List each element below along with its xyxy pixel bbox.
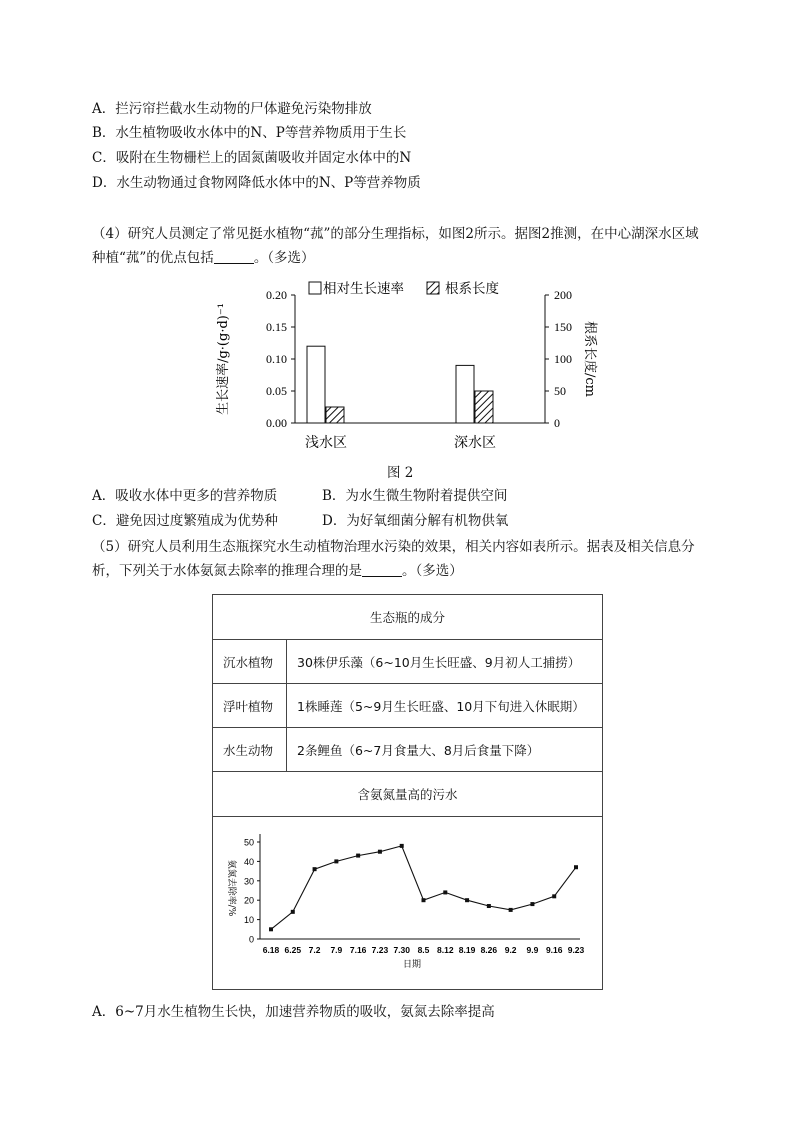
removal-rate-line bbox=[271, 846, 576, 929]
x-tick-label: 6.18 bbox=[262, 945, 280, 955]
x-tick-label: 6.25 bbox=[284, 945, 302, 955]
data-point bbox=[378, 850, 382, 854]
data-point bbox=[400, 844, 404, 848]
right-tick-label: 100 bbox=[554, 352, 572, 366]
data-point bbox=[465, 898, 469, 902]
x-tick-label: 9.16 bbox=[545, 945, 563, 955]
left-axis-label: 生长速率/g·(g·d)⁻¹ bbox=[216, 303, 231, 415]
table-row bbox=[213, 640, 603, 684]
data-point bbox=[422, 898, 426, 902]
y-tick-label: 30 bbox=[243, 876, 254, 887]
data-point bbox=[530, 902, 534, 906]
legend-swatch-root-length bbox=[427, 282, 439, 294]
y-axis-label: 氨氮去除率/% bbox=[226, 859, 236, 917]
x-tick-label: 9.2 bbox=[504, 945, 517, 955]
data-point bbox=[443, 890, 447, 894]
table-content-cell: 30株伊乐藻（6~10月生长旺盛、9月初人工捕捞） bbox=[287, 640, 603, 684]
x-tick-label: 8.26 bbox=[480, 945, 498, 955]
bar-root-length bbox=[326, 407, 344, 423]
answer-blank[interactable] bbox=[362, 562, 402, 577]
table-category-cell: 浮叶植物 bbox=[213, 684, 287, 728]
x-tick-label: 8.5 bbox=[417, 945, 430, 955]
x-tick-label: 7.9 bbox=[330, 945, 343, 955]
y-tick-label: 20 bbox=[243, 895, 254, 906]
y-tick-label: 10 bbox=[243, 915, 254, 926]
option-q5-a: A．6~7月水生植物生长快，加速营养物质的吸收，氨氮去除率提高 bbox=[92, 1004, 495, 1020]
data-point bbox=[487, 904, 491, 908]
answer-blank[interactable] bbox=[214, 249, 254, 264]
right-tick-label: 150 bbox=[554, 320, 572, 334]
option-q3-d: D．水生动物通过食物网降低水体中的N、P等营养物质 bbox=[92, 175, 421, 191]
table-title: 生态瓶的成分 bbox=[213, 595, 603, 640]
right-axis-label: 根系长度/cm bbox=[582, 321, 597, 397]
table-content-cell: 1株睡莲（5~9月生长旺盛、10月下旬进入休眠期） bbox=[287, 684, 603, 728]
x-tick-label: 8.12 bbox=[437, 945, 454, 955]
y-tick-label: 40 bbox=[243, 856, 254, 867]
option-q4-c: C．避免因过度繁殖成为优势种 bbox=[92, 513, 278, 529]
question-5-suffix: 。（多选） bbox=[402, 563, 463, 579]
table-category-cell: 水生动物 bbox=[213, 728, 287, 772]
data-point bbox=[269, 927, 273, 931]
option-q4-d: D．为好氧细菌分解有机物供氧 bbox=[322, 513, 509, 529]
data-point bbox=[552, 894, 556, 898]
question-4-stem bbox=[92, 222, 710, 270]
data-point bbox=[291, 910, 295, 914]
question-5-stem bbox=[92, 535, 710, 583]
option-q3-c: C．吸附在生物栅栏上的固氮菌吸收并固定水体中的N bbox=[92, 150, 412, 166]
figure-2-caption: 图 2 bbox=[387, 465, 414, 481]
table-content-cell: 2条鲤鱼（6~7月食量大、8月后食量下降） bbox=[287, 728, 603, 772]
x-axis-label: 日期 bbox=[402, 960, 422, 970]
left-tick-label: 0.05 bbox=[266, 384, 287, 398]
bar-growth-rate bbox=[307, 346, 325, 423]
legend-label-growth-rate: 相对生长速率 bbox=[323, 281, 404, 297]
table-row bbox=[213, 728, 603, 772]
option-q4-a: A．吸收水体中更多的营养物质 bbox=[92, 488, 278, 504]
data-point bbox=[334, 859, 338, 863]
table-row bbox=[213, 684, 603, 728]
option-q3-b: B．水生植物吸收水体中的N、P等营养物质用于生长 bbox=[92, 125, 407, 141]
figure-2-bar-chart bbox=[205, 278, 595, 458]
x-tick-label: 8.19 bbox=[458, 945, 476, 955]
x-tick-label: 7.23 bbox=[371, 945, 389, 955]
right-tick-label: 0 bbox=[554, 416, 560, 430]
x-tick-label: 9.23 bbox=[567, 945, 585, 955]
x-category-label: 深水区 bbox=[454, 435, 496, 451]
x-tick-label: 7.30 bbox=[393, 945, 410, 955]
left-tick-label: 0.15 bbox=[266, 320, 287, 334]
question-4-text: （4）研究人员测定了常见挺水植物“菰”的部分生理指标，如图2所示。据图2推测，在中心湖深水区域种植“菰”的优点包括 bbox=[92, 226, 699, 266]
data-point bbox=[509, 908, 513, 912]
right-tick-label: 50 bbox=[554, 384, 566, 398]
left-tick-label: 0.00 bbox=[266, 416, 287, 430]
x-tick-label: 7.16 bbox=[349, 945, 367, 955]
bar-root-length bbox=[475, 391, 493, 423]
legend-label-root-length: 根系长度 bbox=[445, 281, 499, 297]
water-label: 含氨氮量高的污水 bbox=[213, 772, 603, 817]
left-tick-label: 0.10 bbox=[266, 352, 287, 366]
bar-growth-rate bbox=[456, 365, 474, 423]
y-tick-label: 50 bbox=[243, 837, 254, 848]
x-tick-label: 7.2 bbox=[308, 945, 321, 955]
question-5-text: （5）研究人员利用生态瓶探究水生动植物治理水污染的效果，相关内容如表所示。据表及相关信息分析，下列关于水体氨氮去除率的推理合理的是 bbox=[92, 539, 695, 579]
question-4-suffix: 。（多选） bbox=[253, 250, 315, 266]
data-point bbox=[356, 854, 360, 858]
option-q4-b: B．为水生微生物附着提供空间 bbox=[322, 488, 508, 504]
left-tick-label: 0.20 bbox=[266, 288, 287, 302]
right-tick-label: 200 bbox=[554, 288, 572, 302]
x-tick-label: 9.9 bbox=[526, 945, 539, 955]
data-point bbox=[574, 865, 578, 869]
table-category-cell: 沉水植物 bbox=[213, 640, 287, 684]
x-category-label: 浅水区 bbox=[305, 435, 347, 451]
option-q3-a: A．拦污帘拦截水生动物的尸体避免污染物排放 bbox=[92, 101, 372, 117]
y-tick-label: 0 bbox=[248, 934, 254, 945]
ammonia-removal-line-chart bbox=[214, 822, 594, 972]
legend-swatch-growth-rate bbox=[309, 282, 321, 294]
data-point bbox=[313, 867, 317, 871]
